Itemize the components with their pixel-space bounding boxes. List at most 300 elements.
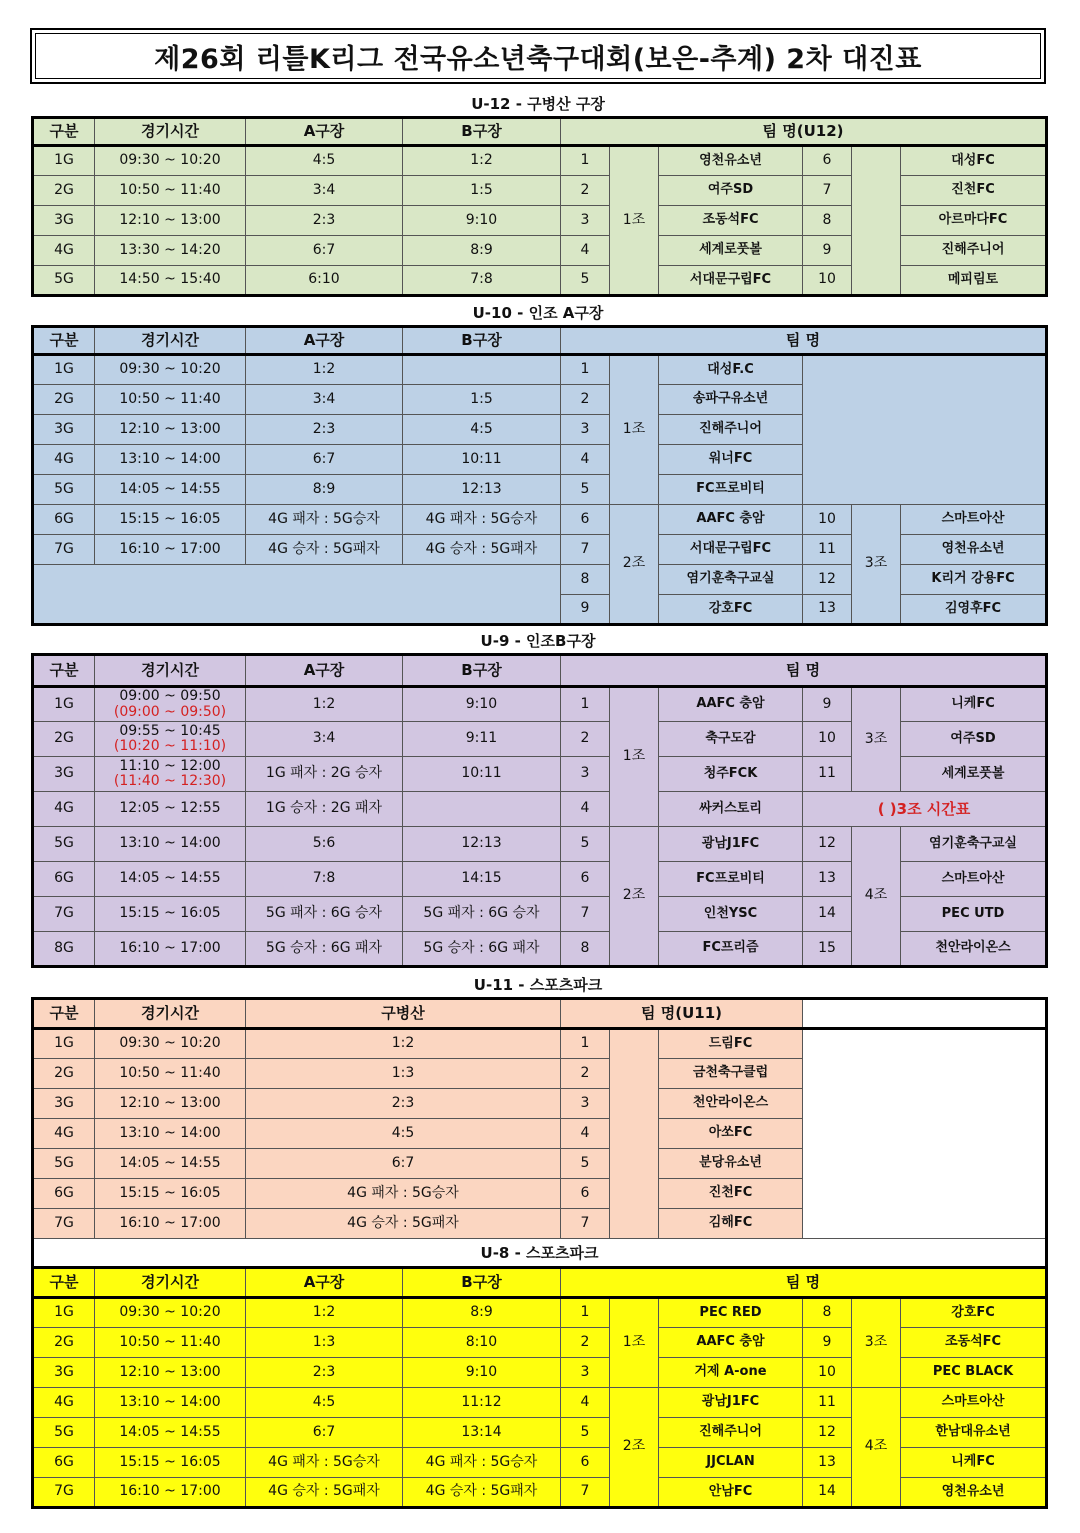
game-time: 15:15 ~ 16:05 [95, 1448, 246, 1478]
team-name: 스마트아산 [901, 505, 1047, 535]
team-name: 광남J1FC [659, 827, 803, 862]
group-label: 3조 [852, 505, 901, 625]
team-name: 니케FC [901, 1448, 1047, 1478]
team-name: 진해주니어 [659, 1418, 803, 1448]
group-label: 2조 [610, 1388, 659, 1508]
team-no: 3 [561, 757, 610, 792]
game-time: 15:15 ~ 16:05 [95, 897, 246, 932]
team-name: 대성F.C [659, 355, 803, 385]
team-no: 10 [803, 505, 852, 535]
game-time: 14:05 ~ 14:55 [95, 862, 246, 897]
field-a-match: 1:2 [246, 1298, 403, 1328]
team-name: 대성FC [901, 146, 1047, 176]
team-name: 니케FC [901, 687, 1047, 722]
team-no: 5 [561, 827, 610, 862]
game-time: 16:10 ~ 17:00 [95, 1209, 246, 1239]
field-a-match: 4:5 [246, 146, 403, 176]
header-field-a: A구장 [246, 327, 403, 355]
game-no: 2G [33, 1059, 95, 1089]
team-no: 13 [803, 862, 852, 897]
field-a-match: 4G 패자 : 5G승자 [246, 1448, 403, 1478]
field-b-match: 1:5 [403, 176, 561, 206]
group-label: 2조 [610, 827, 659, 967]
team-no: 15 [803, 932, 852, 967]
field-match: 4:5 [246, 1119, 561, 1149]
team-name: 세계로풋볼 [659, 236, 803, 266]
game-time: 14:05 ~ 14:55 [95, 1418, 246, 1448]
game-no: 4G [33, 236, 95, 266]
team-no: 5 [561, 1149, 610, 1179]
team-name: 거제 A-one [659, 1358, 803, 1388]
table-row [33, 505, 1047, 535]
game-no: 2G [33, 176, 95, 206]
team-no: 14 [803, 1478, 852, 1508]
team-name: PEC UTD [901, 897, 1047, 932]
field-a-match: 1:2 [246, 355, 403, 385]
empty-cell [33, 565, 561, 625]
team-name: AAFC 충암 [659, 505, 803, 535]
team-name: 한남대유소년 [901, 1418, 1047, 1448]
game-no: 3G [33, 1358, 95, 1388]
team-no: 9 [803, 1328, 852, 1358]
game-no: 6G [33, 1448, 95, 1478]
game-no: 3G [33, 415, 95, 445]
empty-cell [803, 999, 1047, 1029]
table-u8 [31, 1266, 1048, 1509]
game-time-cell [95, 722, 246, 757]
field-a-match: 8:9 [246, 475, 403, 505]
table-row [33, 1149, 1047, 1179]
game-time: 11:10 ~ 12:00 [119, 757, 221, 774]
team-no: 13 [803, 595, 852, 625]
game-time: 13:30 ~ 14:20 [95, 236, 246, 266]
header-division: 구분 [33, 655, 95, 687]
team-name: 진해주니어 [659, 415, 803, 445]
game-time: 16:10 ~ 17:00 [95, 1478, 246, 1508]
game-time: 14:50 ~ 15:40 [95, 266, 246, 296]
header-field-b: B구장 [403, 1268, 561, 1298]
header-time: 경기시간 [95, 327, 246, 355]
field-a-match: 2:3 [246, 415, 403, 445]
field-match: 4G 승자 : 5G패자 [246, 1209, 561, 1239]
team-name: 워너FC [659, 445, 803, 475]
section-label-u9: U-9 - 인조B구장 [480, 632, 596, 650]
game-time: 15:15 ~ 16:05 [95, 1179, 246, 1209]
table-row [33, 1298, 1047, 1328]
game-time: 09:30 ~ 10:20 [95, 1029, 246, 1059]
field-a-match: 6:7 [246, 236, 403, 266]
team-name: FC프로비티 [659, 475, 803, 505]
team-no: 1 [561, 1029, 610, 1059]
field-b-match: 8:9 [403, 236, 561, 266]
table-row [33, 146, 1047, 176]
team-no: 3 [561, 415, 610, 445]
team-no: 6 [803, 146, 852, 176]
team-no: 11 [803, 535, 852, 565]
game-time: 13:10 ~ 14:00 [95, 1388, 246, 1418]
team-no: 8 [803, 206, 852, 236]
team-name: 아르마다FC [901, 206, 1047, 236]
schedule-note: ( )3조 시간표 [803, 792, 1047, 827]
team-no: 12 [803, 1418, 852, 1448]
field-b-match: 11:12 [403, 1388, 561, 1418]
team-name: 여주SD [901, 722, 1047, 757]
header-teams: 팀 명 [561, 327, 1047, 355]
team-name: PEC RED [659, 1298, 803, 1328]
game-time: 10:50 ~ 11:40 [95, 1059, 246, 1089]
field-b-match: 1:2 [403, 146, 561, 176]
game-no: 6G [33, 505, 95, 535]
team-no: 12 [803, 827, 852, 862]
team-name: 스마트아산 [901, 1388, 1047, 1418]
group-label: 1조 [610, 146, 659, 296]
field-a-match: 6:10 [246, 266, 403, 296]
group-label: 3조 [852, 687, 901, 792]
game-time-cell [95, 757, 246, 792]
game-time-alt: (09:00 ~ 09:50) [113, 703, 227, 720]
team-no: 2 [561, 385, 610, 415]
game-no: 5G [33, 1418, 95, 1448]
team-no: 3 [561, 1358, 610, 1388]
game-time: 12:10 ~ 13:00 [95, 1089, 246, 1119]
field-b-match: 10:11 [403, 445, 561, 475]
table-row [33, 1209, 1047, 1239]
game-no: 5G [33, 827, 95, 862]
section-label-u10: U-10 - 인조 A구장 [472, 304, 604, 322]
game-time: 13:10 ~ 14:00 [95, 445, 246, 475]
game-time: 12:10 ~ 13:00 [95, 206, 246, 236]
title-frame [30, 28, 1046, 84]
header-time: 경기시간 [95, 118, 246, 146]
group-label: 1조 [610, 355, 659, 505]
game-no: 7G [33, 535, 95, 565]
team-no: 6 [561, 862, 610, 897]
game-no: 8G [33, 932, 95, 967]
field-a-match: 4G 승자 : 5G패자 [246, 1478, 403, 1508]
team-name: 여주SD [659, 176, 803, 206]
field-match: 6:7 [246, 1149, 561, 1179]
team-name: 송파구유소년 [659, 385, 803, 415]
field-b-match: 8:9 [403, 1298, 561, 1328]
game-no: 6G [33, 862, 95, 897]
header-time: 경기시간 [95, 999, 246, 1029]
field-a-match: 6:7 [246, 1418, 403, 1448]
team-name: 세계로풋볼 [901, 757, 1047, 792]
field-match: 1:3 [246, 1059, 561, 1089]
game-no: 4G [33, 445, 95, 475]
team-name: 드림FC [659, 1029, 803, 1059]
team-no: 4 [561, 1388, 610, 1418]
group-label: 4조 [852, 1388, 901, 1508]
field-a-match: 3:4 [246, 722, 403, 757]
game-no: 1G [33, 146, 95, 176]
team-name: 영천유소년 [659, 146, 803, 176]
game-no: 4G [33, 1119, 95, 1149]
table-row [33, 1029, 1047, 1059]
header-teams: 팀 명 [561, 655, 1047, 687]
field-b-match: 12:13 [403, 827, 561, 862]
team-no: 6 [561, 1448, 610, 1478]
game-no: 5G [33, 266, 95, 296]
header-division: 구분 [33, 999, 95, 1029]
header-field-b: B구장 [403, 327, 561, 355]
field-a-match: 4G 패자 : 5G승자 [246, 505, 403, 535]
game-no: 4G [33, 792, 95, 827]
team-name: AAFC 충암 [659, 687, 803, 722]
section-label-u12: U-12 - 구병산 구장 [471, 95, 605, 113]
game-no: 7G [33, 1209, 95, 1239]
header-field-a: A구장 [246, 655, 403, 687]
team-no: 9 [803, 687, 852, 722]
game-no: 3G [33, 1089, 95, 1119]
team-no: 10 [803, 266, 852, 296]
team-name: 청주FCK [659, 757, 803, 792]
field-a-match: 5:6 [246, 827, 403, 862]
game-time: 12:10 ~ 13:00 [95, 415, 246, 445]
team-no: 3 [561, 206, 610, 236]
team-name: 염기훈축구교실 [659, 565, 803, 595]
game-no: 3G [33, 757, 95, 792]
group-label: 2조 [610, 505, 659, 625]
table-row [33, 1239, 1047, 1269]
team-no: 4 [561, 792, 610, 827]
game-time: 13:10 ~ 14:00 [95, 827, 246, 862]
field-a-match: 1:2 [246, 687, 403, 722]
header-teams: 팀 명(U11) [561, 999, 803, 1029]
team-no: 7 [561, 535, 610, 565]
group-label: 1조 [610, 1298, 659, 1388]
team-name: 금천축구클럽 [659, 1059, 803, 1089]
field-b-match: 9:10 [403, 1358, 561, 1388]
field-b-match: 9:11 [403, 722, 561, 757]
game-no: 2G [33, 1328, 95, 1358]
team-name: 서대문구립FC [659, 266, 803, 296]
game-time: 09:30 ~ 10:20 [95, 1298, 246, 1328]
team-name: FC프로비티 [659, 862, 803, 897]
team-no: 10 [803, 1358, 852, 1388]
team-no: 4 [561, 1119, 610, 1149]
game-time-alt: (10:20 ~ 11:10) [113, 738, 227, 754]
field-b-match: 4:5 [403, 415, 561, 445]
team-no: 12 [803, 565, 852, 595]
table-u12 [31, 116, 1048, 297]
table-row [33, 792, 1047, 827]
team-name: 축구도감 [659, 722, 803, 757]
team-name: 진천FC [659, 1179, 803, 1209]
field-a-match: 5G 승자 : 6G 패자 [246, 932, 403, 967]
field-a-match: 4G 승자 : 5G패자 [246, 535, 403, 565]
group-label-empty [852, 146, 901, 296]
game-time: 10:50 ~ 11:40 [95, 385, 246, 415]
game-no: 6G [33, 1179, 95, 1209]
team-name: 염기훈축구교실 [901, 827, 1047, 862]
team-no: 2 [561, 176, 610, 206]
table-row [33, 1119, 1047, 1149]
game-time: 14:05 ~ 14:55 [95, 1149, 246, 1179]
team-name: PEC BLACK [901, 1358, 1047, 1388]
team-no: 7 [803, 176, 852, 206]
team-no: 1 [561, 1298, 610, 1328]
game-time: 10:50 ~ 11:40 [95, 176, 246, 206]
team-name: JJCLAN [659, 1448, 803, 1478]
team-no: 1 [561, 355, 610, 385]
game-no: 4G [33, 1388, 95, 1418]
game-no: 5G [33, 475, 95, 505]
team-name: 조동석FC [659, 206, 803, 236]
game-no: 2G [33, 722, 95, 757]
game-no: 3G [33, 206, 95, 236]
game-no: 5G [33, 1149, 95, 1179]
field-match: 1:2 [246, 1029, 561, 1059]
team-no: 11 [803, 1388, 852, 1418]
field-a-match: 6:7 [246, 445, 403, 475]
page-title: 제26회 리틀K리그 전국유소년축구대회(보은-추계) 2차 대진표 [35, 33, 1041, 79]
team-no: 7 [561, 897, 610, 932]
game-no: 1G [33, 355, 95, 385]
team-no: 4 [561, 445, 610, 475]
team-no: 6 [561, 1179, 610, 1209]
game-time: 09:30 ~ 10:20 [95, 355, 246, 385]
field-b-match: 12:13 [403, 475, 561, 505]
table-row [33, 355, 1047, 385]
game-time: 14:05 ~ 14:55 [95, 475, 246, 505]
game-time: 09:55 ~ 10:45 [119, 722, 221, 739]
team-name: 서대문구립FC [659, 535, 803, 565]
team-name: AAFC 충암 [659, 1328, 803, 1358]
team-no: 11 [803, 757, 852, 792]
team-no: 7 [561, 1478, 610, 1508]
team-no: 5 [561, 266, 610, 296]
field-b-match: 10:11 [403, 757, 561, 792]
field-b-match: 4G 승자 : 5G패자 [403, 1478, 561, 1508]
game-no: 2G [33, 385, 95, 415]
table-u10 [31, 325, 1048, 626]
table-row [33, 1179, 1047, 1209]
team-name: 진천FC [901, 176, 1047, 206]
team-name: 인천YSC [659, 897, 803, 932]
team-no: 2 [561, 1328, 610, 1358]
header-division: 구분 [33, 1268, 95, 1298]
team-no: 9 [803, 236, 852, 266]
game-time: 15:15 ~ 16:05 [95, 505, 246, 535]
game-no: 7G [33, 897, 95, 932]
header-division: 구분 [33, 327, 95, 355]
field-b-match: 14:15 [403, 862, 561, 897]
field-b-match: 9:10 [403, 687, 561, 722]
game-time-cell [95, 687, 246, 722]
team-name: 강호FC [659, 595, 803, 625]
header-division: 구분 [33, 118, 95, 146]
field-b-match: 1:5 [403, 385, 561, 415]
game-time: 16:10 ~ 17:00 [95, 932, 246, 967]
game-no: 1G [33, 1029, 95, 1059]
header-field-b: B구장 [403, 655, 561, 687]
team-name: 천안라이온스 [901, 932, 1047, 967]
team-no: 8 [803, 1298, 852, 1328]
team-name: 강호FC [901, 1298, 1047, 1328]
team-no: 1 [561, 687, 610, 722]
field-a-match: 3:4 [246, 176, 403, 206]
team-no: 2 [561, 1059, 610, 1089]
table-row [33, 687, 1047, 722]
group-label: 3조 [852, 1298, 901, 1388]
field-a-match: 1G 승자 : 2G 패자 [246, 792, 403, 827]
field-b-match: 5G 승자 : 6G 패자 [403, 932, 561, 967]
field-b-match: 4G 패자 : 5G승자 [403, 1448, 561, 1478]
field-a-match: 3:4 [246, 385, 403, 415]
table-row [33, 827, 1047, 862]
team-name: 영천유소년 [901, 535, 1047, 565]
team-name: K리거 강용FC [901, 565, 1047, 595]
team-name: 광남J1FC [659, 1388, 803, 1418]
team-name: 천안라이온스 [659, 1089, 803, 1119]
field-match: 4G 패자 : 5G승자 [246, 1179, 561, 1209]
team-name: 스마트아산 [901, 862, 1047, 897]
game-time: 09:00 ~ 09:50 [119, 688, 221, 705]
game-time: 09:30 ~ 10:20 [95, 146, 246, 176]
game-time-alt: (11:40 ~ 12:30) [113, 773, 227, 789]
field-b-match [403, 355, 561, 385]
header-field-a: A구장 [246, 118, 403, 146]
team-no: 7 [561, 1209, 610, 1239]
game-time: 12:05 ~ 12:55 [95, 792, 246, 827]
team-no: 8 [561, 565, 610, 595]
game-time: 13:10 ~ 14:00 [95, 1119, 246, 1149]
field-a-match: 1G 패자 : 2G 승자 [246, 757, 403, 792]
group-label-empty [610, 1029, 659, 1239]
field-b-match: 13:14 [403, 1418, 561, 1448]
field-a-match: 5G 패자 : 6G 승자 [246, 897, 403, 932]
header-time: 경기시간 [95, 1268, 246, 1298]
field-a-match: 2:3 [246, 1358, 403, 1388]
team-no: 8 [561, 932, 610, 967]
team-no: 3 [561, 1089, 610, 1119]
field-a-match: 1:3 [246, 1328, 403, 1358]
team-no: 14 [803, 897, 852, 932]
team-no: 10 [803, 722, 852, 757]
table-u11 [31, 997, 1048, 1270]
team-name: 조동석FC [901, 1328, 1047, 1358]
header-time: 경기시간 [95, 655, 246, 687]
team-name: FC프리즘 [659, 932, 803, 967]
team-name: 안남FC [659, 1478, 803, 1508]
game-no: 7G [33, 1478, 95, 1508]
field-b-match: 4G 패자 : 5G승자 [403, 505, 561, 535]
field-b-match [403, 792, 561, 827]
team-no: 1 [561, 146, 610, 176]
field-b-match: 9:10 [403, 206, 561, 236]
team-name: 메피림토 [901, 266, 1047, 296]
field-a-match: 7:8 [246, 862, 403, 897]
header-teams: 팀 명 [561, 1268, 1047, 1298]
field-b-match: 4G 승자 : 5G패자 [403, 535, 561, 565]
team-no: 2 [561, 722, 610, 757]
team-no: 5 [561, 1418, 610, 1448]
team-no: 6 [561, 505, 610, 535]
team-no: 4 [561, 236, 610, 266]
game-time: 16:10 ~ 17:00 [95, 535, 246, 565]
team-name: 김영후FC [901, 595, 1047, 625]
section-label-u11: U-11 - 스포츠파크 [473, 976, 603, 994]
team-no: 5 [561, 475, 610, 505]
team-name: 아쏘FC [659, 1119, 803, 1149]
group-label: 4조 [852, 827, 901, 967]
table-row [33, 1388, 1047, 1418]
field-a-match: 2:3 [246, 206, 403, 236]
team-name: 진해주니어 [901, 236, 1047, 266]
team-name: 영천유소년 [901, 1478, 1047, 1508]
team-no: 13 [803, 1448, 852, 1478]
